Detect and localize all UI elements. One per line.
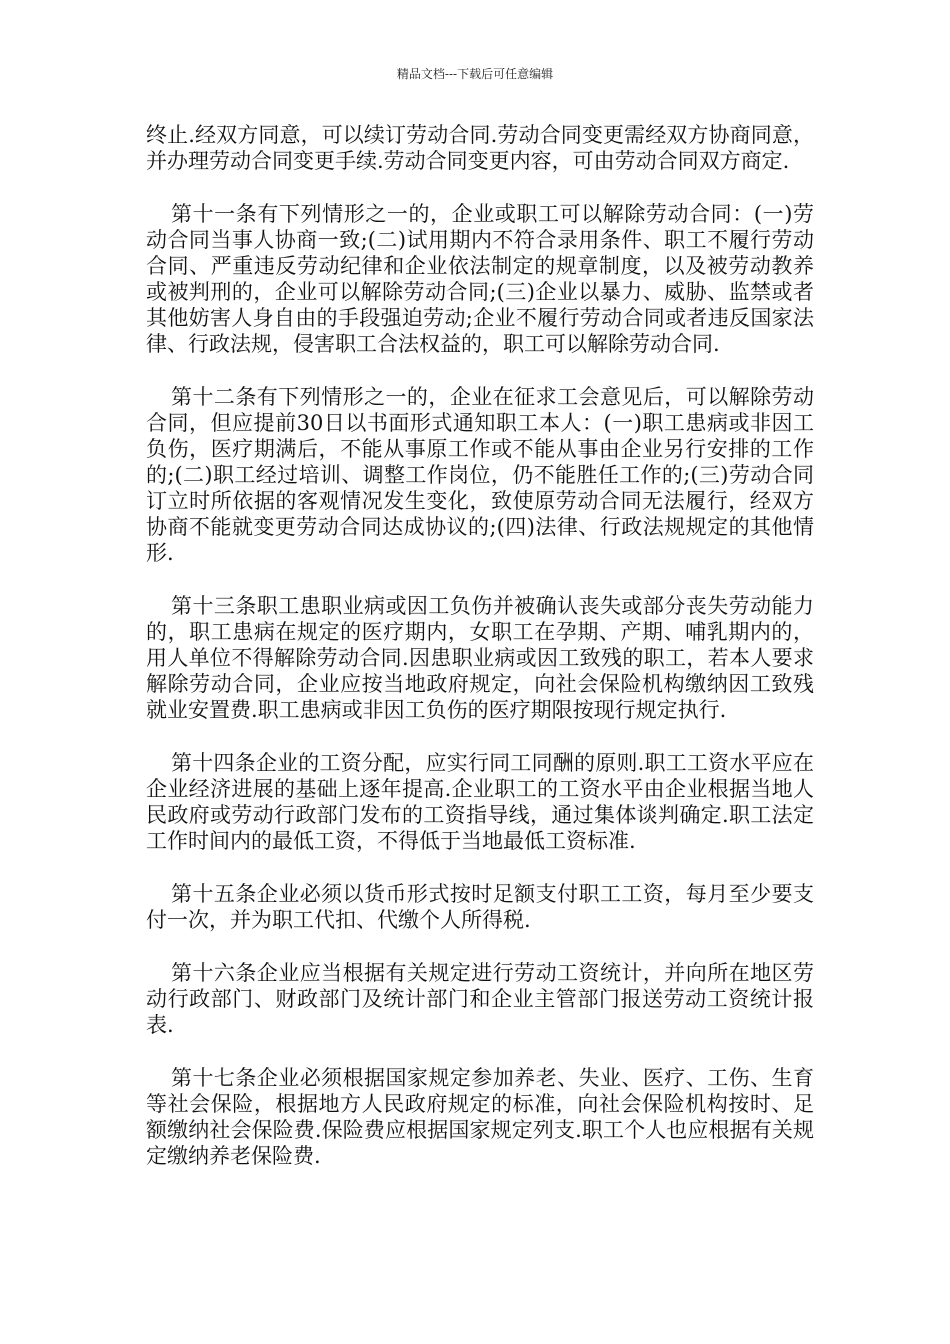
paragraph-article-15: 第十五条企业必须以货币形式按时足额支付职工工资，每月至少要支付一次，并为职工代扣、代缴个人所得税. (146, 882, 814, 932)
paragraph-article-16: 第十六条企业应当根据有关规定进行劳动工资统计，并向所在地区劳动行政部门、财政部门及统计部门和企业主管部门报送劳动工资统计报表. (146, 961, 814, 1037)
paragraph-article-13: 第十三条职工患职业病或因工负伤并被确认丧失或部分丧失劳动能力的，职工患病在规定的医疗期内，女职工在孕期、产期、哺乳期内的，用人单位不得解除劳动合同.因患职业病或因工致残的职工，若本人要求解除劳动合同，企业应按当地政府规定，向社会保险机构缴纳因工致残就业安置费.职工患病或非因工负伤的医疗期限按现行规定执行. (146, 594, 814, 722)
paragraph-article-11: 第十一条有下列情形之一的，企业或职工可以解除劳动合同：(一)劳动合同当事人协商一致;(二)试用期内不符合录用条件、职工不履行劳动合同、严重违反劳动纪律和企业依法制定的规章制度，以及被劳动教养或被判刑的，企业可以解除劳动合同;(三)企业以暴力、威胁、监禁或者其他妨害人身自由的手段强迫劳动;企业不履行劳动合同或者违反国家法律、行政法规，侵害职工合法权益的，职工可以解除劳动合同. (146, 202, 814, 356)
document-body (146, 122, 814, 1196)
paragraph-article-17: 第十七条企业必须根据国家规定参加养老、失业、医疗、工伤、生育等社会保险，根据地方人民政府规定的标准，向社会保险机构按时、足额缴纳社会保险费.保险费应根据国家规定列支.职工个人也应根据有关规定缴纳养老保险费. (146, 1066, 814, 1168)
paragraph-continuation: 终止.经双方同意，可以续订劳动合同.劳动合同变更需经双方协商同意，并办理劳动合同变更手续.劳动合同变更内容，可由劳动合同双方商定. (146, 123, 814, 173)
paragraph-article-12: 第十二条有下列情形之一的，企业在征求工会意见后，可以解除劳动合同，但应提前30日以书面形式通知职工本人：(一)职工患病或非因工负伤，医疗期满后，不能从事原工作或不能从事由企业另行安排的工作的;(二)职工经过培训、调整工作岗位，仍不能胜任工作的;(三)劳动合同订立时所依据的客观情况发生变化，致使原劳动合同无法履行，经双方协商不能就变更劳动合同达成协议的;(四)法律、行政法规规定的其他情形. (146, 385, 814, 565)
page-header: 精品文档---下载后可任意编辑 (396, 67, 554, 81)
paragraph-article-14: 第十四条企业的工资分配，应实行同工同酬的原则.职工工资水平应在企业经济进展的基础上逐年提高.企业职工的工资水平由企业根据当地人民政府或劳动行政部门发布的工资指导线，通过集体谈判确定.职工法定工作时间内的最低工资，不得低于当地最低工资标准. (146, 751, 814, 853)
